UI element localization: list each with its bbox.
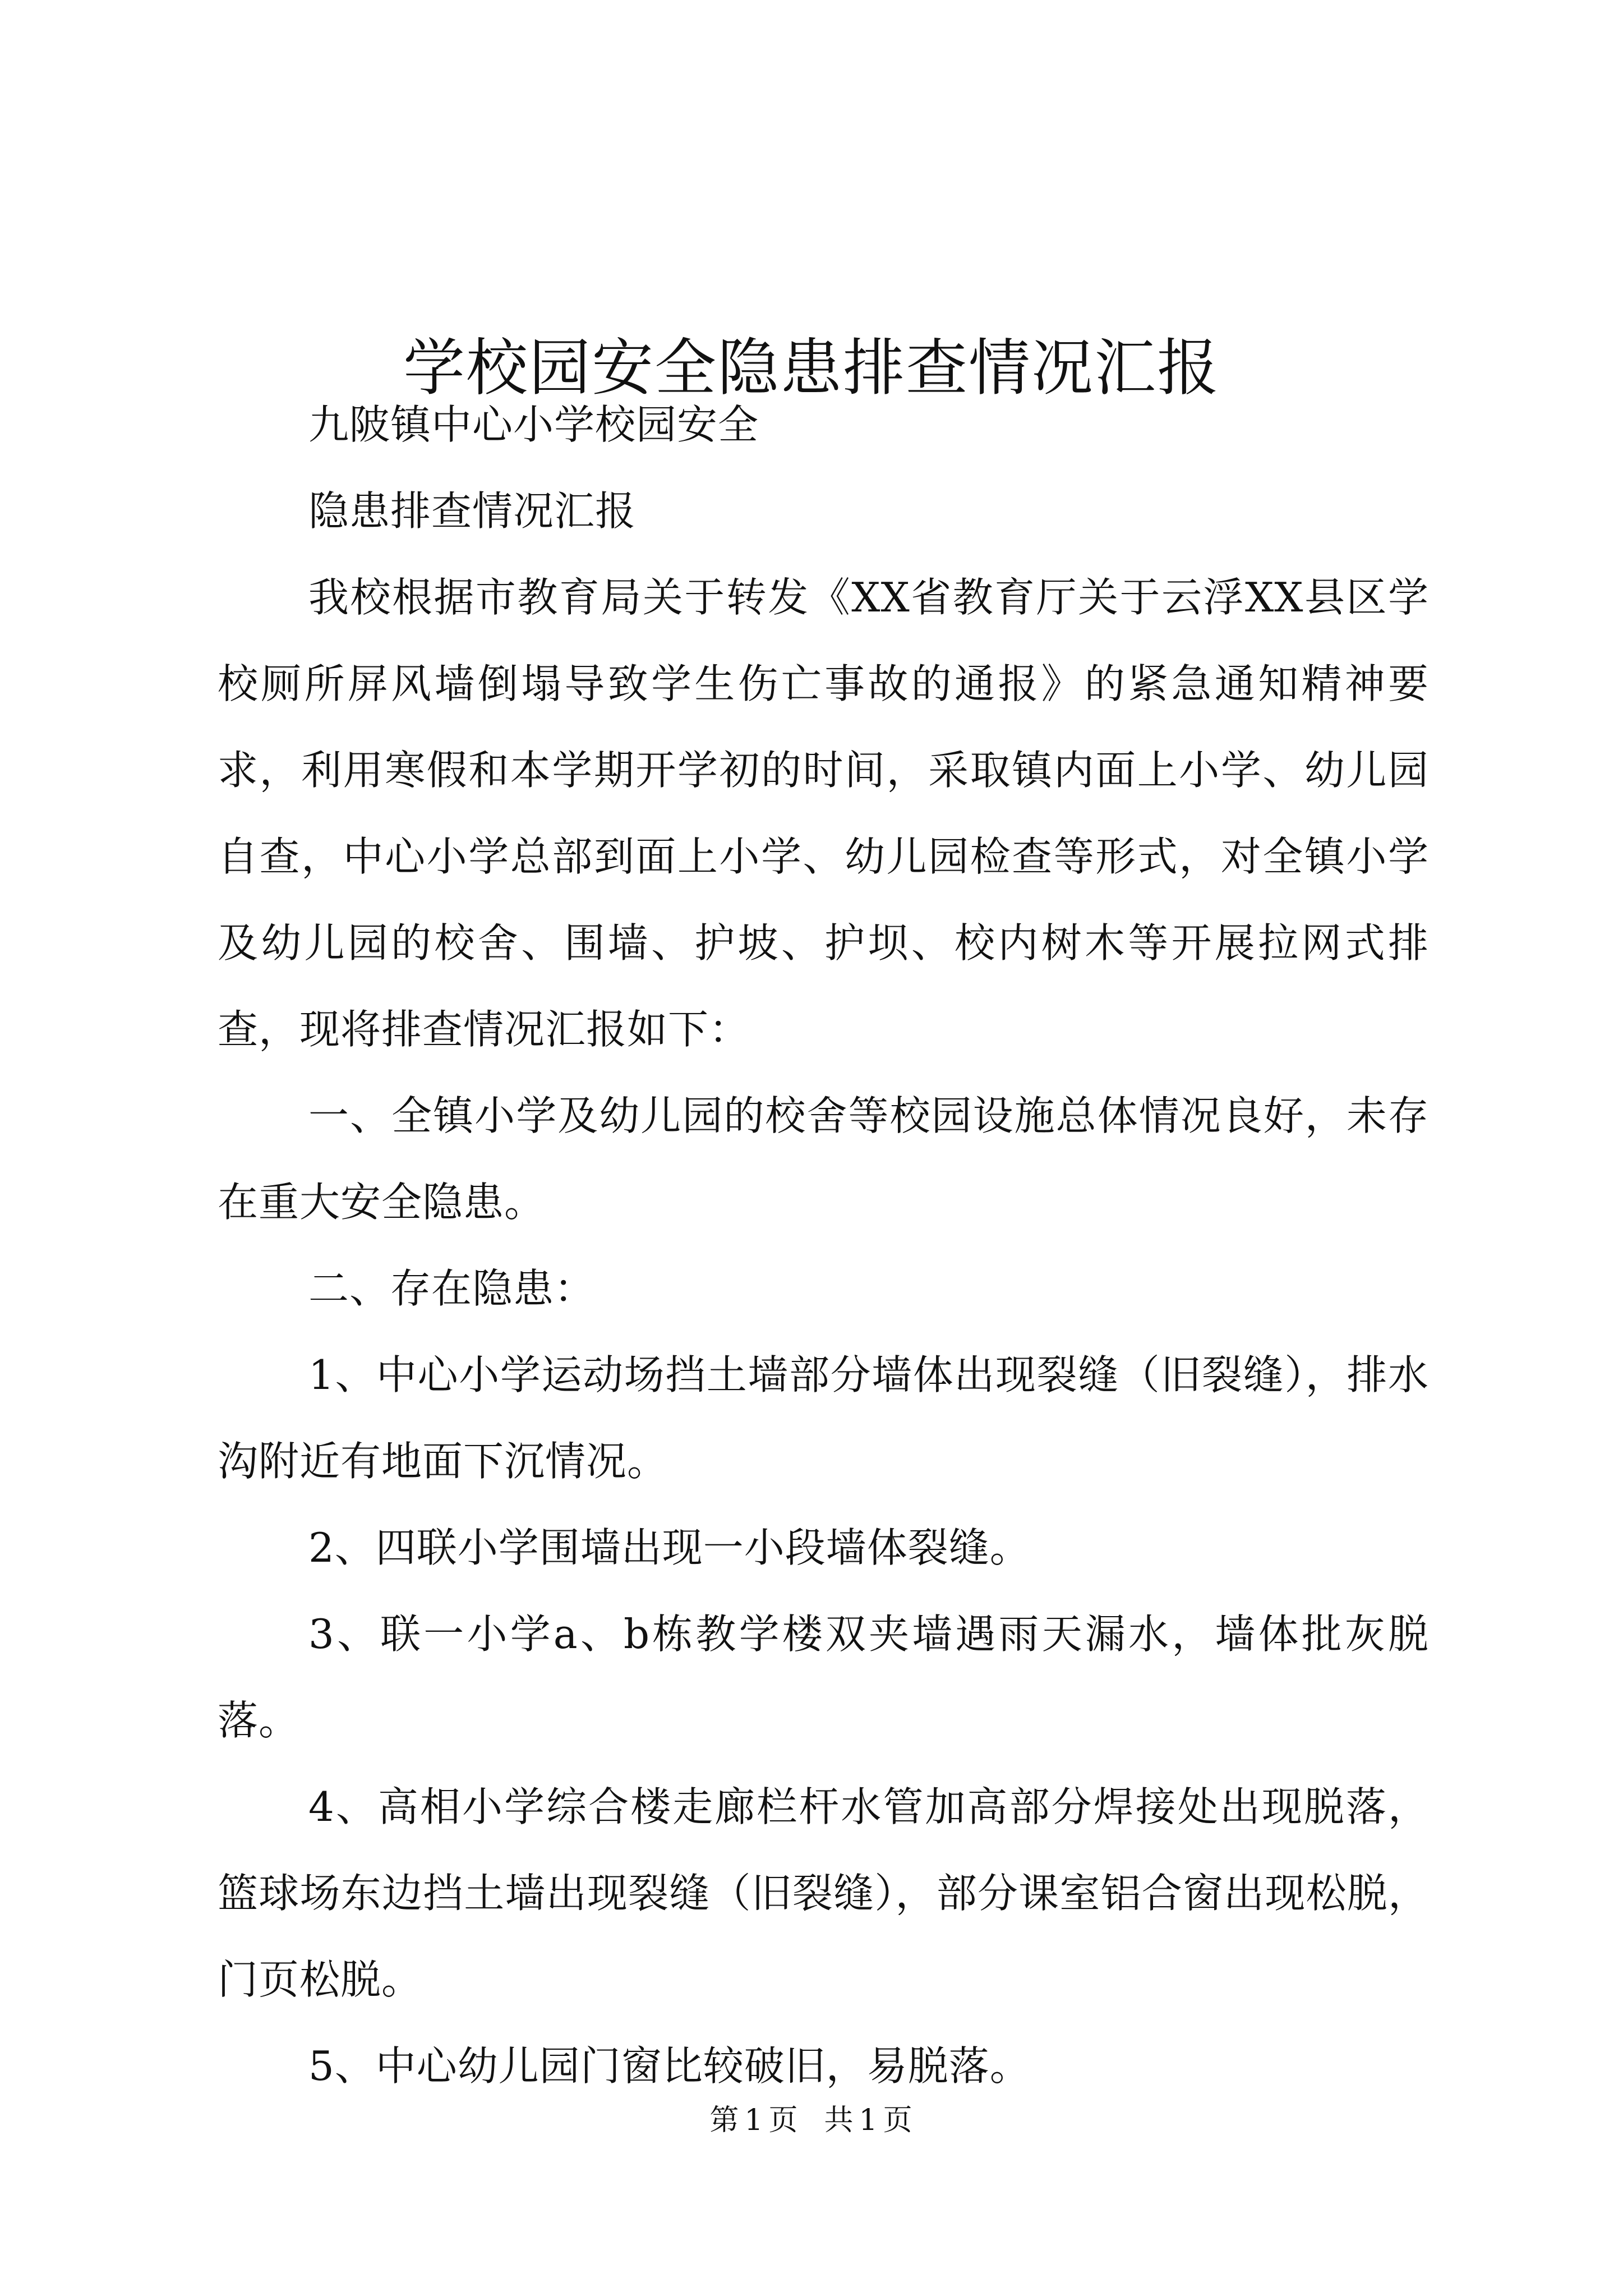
section-two-heading: 二、存在隐患： bbox=[308, 1265, 596, 1312]
hazard-item-1: 1、中心小学运动场挡土墙部分墙体出现裂缝（旧裂缝），排水沟附近有地面下沉情况。 bbox=[218, 1351, 1429, 1485]
footer-page-label: 第 bbox=[709, 2104, 740, 2137]
page-footer bbox=[0, 2101, 1623, 2140]
subtitle-line-1: 九陂镇中心小学校园安全 bbox=[308, 401, 759, 448]
footer-total-label: 共 bbox=[824, 2104, 855, 2137]
subtitle-line-2: 隐患排查情况汇报 bbox=[308, 487, 637, 535]
section-one-paragraph: 一、全镇小学及幼儿园的校舍等校园设施总体情况良好，未存在重大安全隐患。 bbox=[218, 1092, 1429, 1226]
document-body bbox=[218, 381, 1429, 2109]
footer-page-unit: 页 bbox=[768, 2104, 799, 2137]
intro-paragraph: 我校根据市教育局关于转发《XX省教育厅关于云浮XX县区学校厕所屏风墙倒塌导致学生伤亡事故的通报》的紧急通知精神要求，利用寒假和本学期开学初的时间，采取镇内面上小学、幼儿园自查，中心小学总部到面上小学、幼儿园检查等形式，对全镇小学及幼儿园的校舍、围墙、护坡、护坝、校内树木等开展拉网式排查，现将排查情况汇报如下： bbox=[218, 574, 1429, 1053]
hazard-item-3: 3、联一小学a、b栋教学楼双夹墙遇雨天漏水，墙体批灰脱落。 bbox=[218, 1611, 1429, 1744]
footer-total-number: 1 bbox=[859, 2104, 879, 2137]
footer-page-number: 1 bbox=[744, 2104, 764, 2137]
hazard-item-5: 5、中心幼儿园门窗比较破旧，易脱落。 bbox=[308, 2042, 1031, 2090]
page-title: 学校园安全隐患排查情况汇报 bbox=[403, 332, 1220, 404]
hazard-item-4: 4、高相小学综合楼走廊栏杆水管加高部分焊接处出现脱落，篮球场东边挡土墙出现裂缝（旧裂缝），部分课室铝合窗出现松脱，门页松脱。 bbox=[218, 1783, 1429, 2003]
hazard-item-2: 2、四联小学围墙出现一小段墙体裂缝。 bbox=[308, 1524, 1031, 1571]
footer-total-unit: 页 bbox=[883, 2104, 914, 2137]
